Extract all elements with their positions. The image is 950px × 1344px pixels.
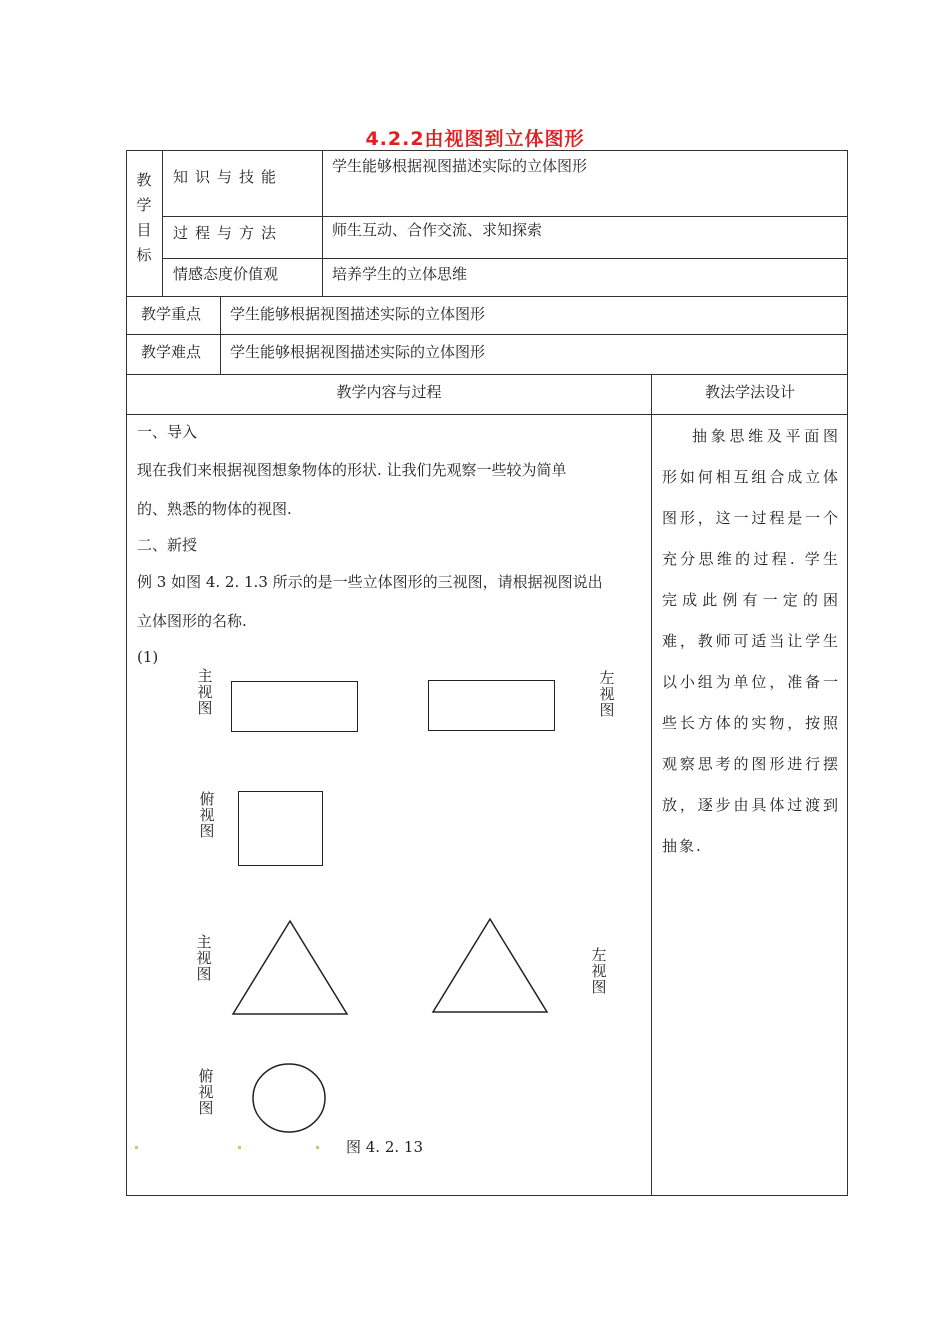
table-rule [220,296,221,374]
column-header-content: 教学内容与过程 [336,383,442,401]
scan-speck [238,1146,241,1149]
table-rule [126,334,848,335]
objective-content-process: 师生互动、合作交流、求知探索 [332,221,543,239]
top-view-square [238,791,323,866]
new-lesson-heading: 二、新授 [137,536,198,554]
objective-content-knowledge: 学生能够根据视图描述实际的立体图形 [332,157,588,175]
top-view-label: 俯视图 [198,1067,214,1117]
table-rule [162,216,848,217]
front-view-label: 主视图 [196,933,212,983]
intro-paragraph-line1: 现在我们来根据视图想象物体的形状. 让我们先观察一些较为简单 [137,461,567,479]
table-rule [162,258,848,259]
objective-label-attitude: 情感态度价值观 [173,265,279,283]
table-border-top [126,150,848,151]
difficulty-label: 教学难点 [141,343,202,361]
front-view-label: 主视图 [197,667,213,717]
table-rule [126,296,848,297]
table-rule [162,150,163,296]
key-point-content: 学生能够根据视图描述实际的立体图形 [230,305,486,323]
example-line1: 例 3 如图 4. 2. 1.3 所示的是一些立体图形的三视图，请根据视图说出 [137,573,603,591]
figure-caption: 图 4. 2. 13 [346,1138,424,1156]
top-view-label: 俯视图 [199,790,215,840]
front-view-triangle [230,918,350,1016]
key-point-label: 教学重点 [141,305,202,323]
objective-content-attitude: 培养学生的立体思维 [332,265,468,283]
left-view-triangle [430,916,550,1014]
left-view-rectangle [428,680,555,731]
objective-label-knowledge: 知识与技能 [173,168,284,186]
table-border-right [847,150,848,1196]
example-line2: 立体图形的名称. [137,612,247,630]
top-view-circle [250,1061,328,1135]
objectives-header: 教 学 目 标 [136,171,152,264]
scan-speck [316,1146,319,1149]
sub-label: (1) [137,648,159,666]
table-rule [126,414,848,415]
intro-paragraph-line2: 的、熟悉的物体的视图. [137,500,292,518]
intro-heading: 一、导入 [137,423,198,441]
left-view-label: 左视图 [591,946,607,996]
table-border-left [126,150,127,1196]
front-view-rectangle [231,681,358,732]
scan-speck [135,1146,138,1149]
table-rule [126,374,848,375]
column-header-method: 教法学法设计 [704,383,795,401]
page-title: 4.2.2由视图到立体图形 [365,128,585,150]
difficulty-content: 学生能够根据视图描述实际的立体图形 [230,343,486,361]
table-rule [651,374,652,1196]
table-border-bottom [126,1195,848,1196]
method-description: 抽象思维及平面图形如何相互组合成立体图形，这一过程是一个充分思维的过程. 学生完成此例有一定的困难，教师可适当让学生以小组为单位，准备一些长方体的实物，按照观察思考的图形进行摆放，逐步由具体过渡到抽象. [662,427,840,855]
objective-label-process: 过程与方法 [173,224,284,242]
table-rule [322,150,323,296]
left-view-label: 左视图 [599,669,615,719]
